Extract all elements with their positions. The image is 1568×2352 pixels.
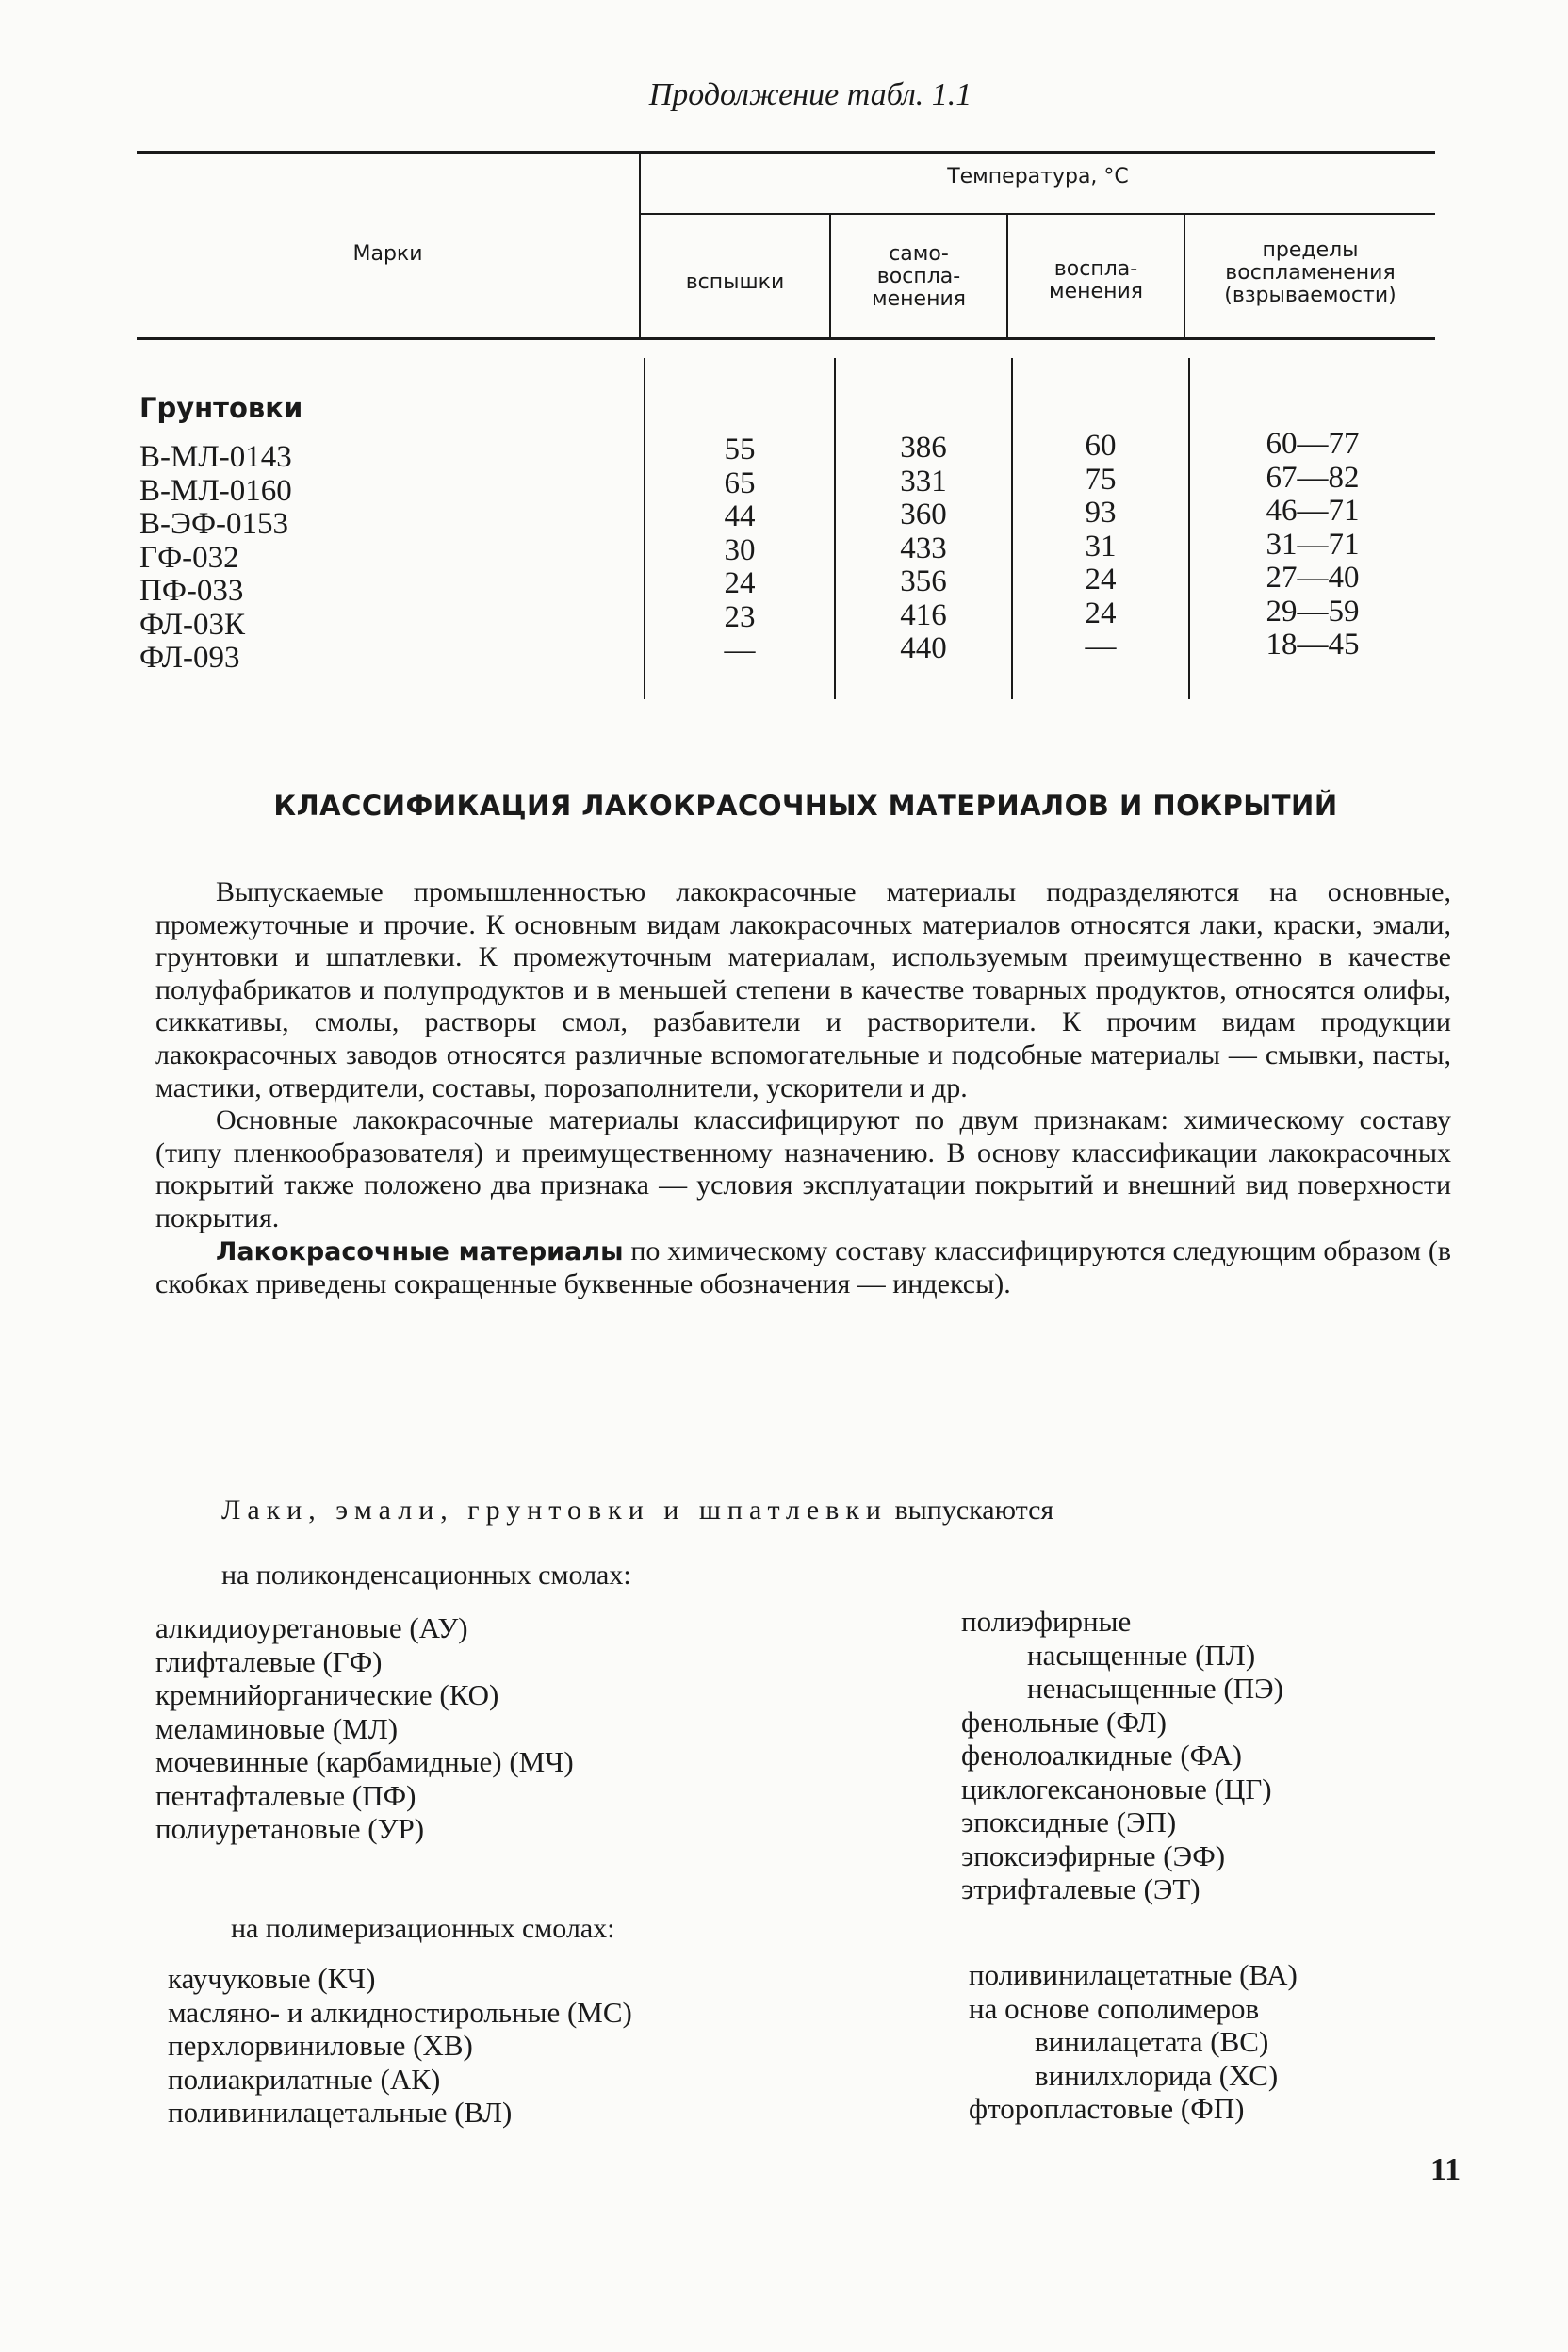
list-item: насыщенные (ПЛ): [1027, 1638, 1256, 1672]
limits-column: 60—77 67—82 46—71 31—71 27—40 29—59 18—45: [1266, 427, 1360, 662]
list-item: эпоксидные (ЭП): [961, 1805, 1177, 1838]
list-item: винилхлорида (ХС): [1035, 2058, 1279, 2092]
brand-column: [139, 441, 292, 676]
list-item: алкидиоуретановые (АУ): [155, 1611, 468, 1644]
list-item: поливинилацетатные (ВА): [969, 1958, 1298, 1991]
table-caption: Продолжение табл. 1.1: [648, 77, 972, 112]
col-header-limits: пределы воспламенения (взрываемости): [1224, 238, 1396, 307]
body-text: [155, 876, 1451, 1301]
table-row: В-МЛ-0160: [139, 473, 292, 508]
list-item: циклогексаноновые (ЦГ): [961, 1772, 1272, 1805]
list-item: поливинилацетальные (ВЛ): [168, 2096, 513, 2129]
paragraph: Основные лакокрасочные материалы классифицируют по двум признакам: химическому составу (типу пленкообразователя) и преимущественному назначению. В основу классификации лакокрасочных покрытий также положено два признака — условия эксплуатации покрытий и внешний вид поверхности покрытия.: [155, 1104, 1451, 1233]
table-top-rule: [137, 151, 1435, 154]
table-row: ФЛ-03К: [139, 607, 245, 642]
table-row: ПФ-033: [139, 574, 244, 608]
paragraph: Выпускаемые промышленностью лакокрасочные материалы подразделяются на основные, промежуточные и прочие. К основным видам лакокрасочных материалов относятся лаки, краски, эмали, грунтовки и шпатлевки. К промежуточным материалам, используемым преимущественно в качестве полуфабрикатов и полупродуктов и в меньшей степени в качестве товарных продуктов, относятся олифы, сиккативы, смолы, растворы смол, разбавители и растворители. К прочим видам продукции лакокрасочных заводов относятся различные вспомогательные и подсобные материалы — смывки, пасты, мастики, отвердители, составы, порозаполнители, ускорители и др.: [155, 876, 1451, 1103]
list-left: [155, 1611, 574, 1846]
list-item: винилацетата (ВС): [1035, 2025, 1269, 2058]
list-item: эпоксиэфирные (ЭФ): [961, 1838, 1226, 1872]
list-item: мочевинные (карбамидные) (МЧ): [155, 1745, 574, 1778]
col-header-temperature: Температура, °С: [947, 165, 1129, 188]
paragraph: Лакокрасочные материалы по химическому составу классифицируются следующим образом (в скобках приведены сокращенные буквенные обозначения — индексы).: [155, 1234, 1452, 1300]
col-header-flash: вспышки: [685, 270, 785, 294]
col-header-selfignition: само- воспла- менения: [872, 242, 966, 311]
list-item: полиэфирные: [961, 1605, 1132, 1638]
list-item: каучуковые (КЧ): [168, 1962, 376, 1995]
temperature-header-rule: [639, 213, 1435, 215]
col-header-brand: Марки: [352, 242, 423, 266]
flash-column: 55 65 44 30 24 23 —: [724, 433, 756, 667]
table-row: В-МЛ-0143: [139, 440, 292, 474]
list-item: фенолоалкидные (ФА): [961, 1739, 1242, 1772]
selfignition-column: 386 331 360 433 356 416 440: [900, 431, 947, 665]
list-item: пентафталевые (ПФ): [155, 1778, 416, 1812]
list-item: полиуретановые (УР): [155, 1812, 425, 1845]
list-right: [961, 1605, 1283, 1906]
header-bottom-rule: [137, 337, 1435, 340]
subheading: на поликонденсационных смолах:: [221, 1560, 631, 1591]
section-title: КЛАССИФИКАЦИЯ ЛАКОКРАСОЧНЫХ МАТЕРИАЛОВ И ПОКРЫТИЙ: [273, 790, 1338, 822]
list-item: этрифталевые (ЭТ): [961, 1872, 1200, 1905]
group-label: Грунтовки: [139, 392, 303, 424]
list-item: ненасыщенные (ПЭ): [1027, 1672, 1283, 1705]
list-item: перхлорвиниловые (ХВ): [168, 2029, 473, 2062]
list-item: на основе сополимеров: [969, 1991, 1260, 2025]
list-item: полиакрилатные (АК): [168, 2062, 441, 2096]
spaced-line: Лаки, эмали, грунтовки и шпатлевки выпускаются: [221, 1494, 1054, 1526]
col-header-ignition: воспла- менения: [1049, 257, 1143, 303]
table-row: В-ЭФ-0153: [139, 507, 289, 541]
page-number: 11: [1430, 2152, 1462, 2187]
ignition-column: 60 75 93 31 24 24 —: [1085, 429, 1117, 663]
list-item: кремнийорганические (КО): [155, 1678, 499, 1711]
subheading: на полимеризационных смолах:: [231, 1913, 615, 1944]
table-row: ГФ-032: [139, 540, 239, 575]
list-item: фенольные (ФЛ): [961, 1705, 1167, 1739]
list-item: фторопластовые (ФП): [969, 2092, 1245, 2125]
table-row: ФЛ-093: [139, 641, 240, 675]
list-item: масляно- и алкидностирольные (МС): [168, 1995, 632, 2029]
list-right: [969, 1958, 1298, 2126]
list-item: глифталевые (ГФ): [155, 1644, 383, 1678]
bold-term: Лакокрасочные материалы: [216, 1236, 624, 1266]
list-left: [168, 1962, 632, 2130]
list-item: меламиновые (МЛ): [155, 1711, 399, 1745]
